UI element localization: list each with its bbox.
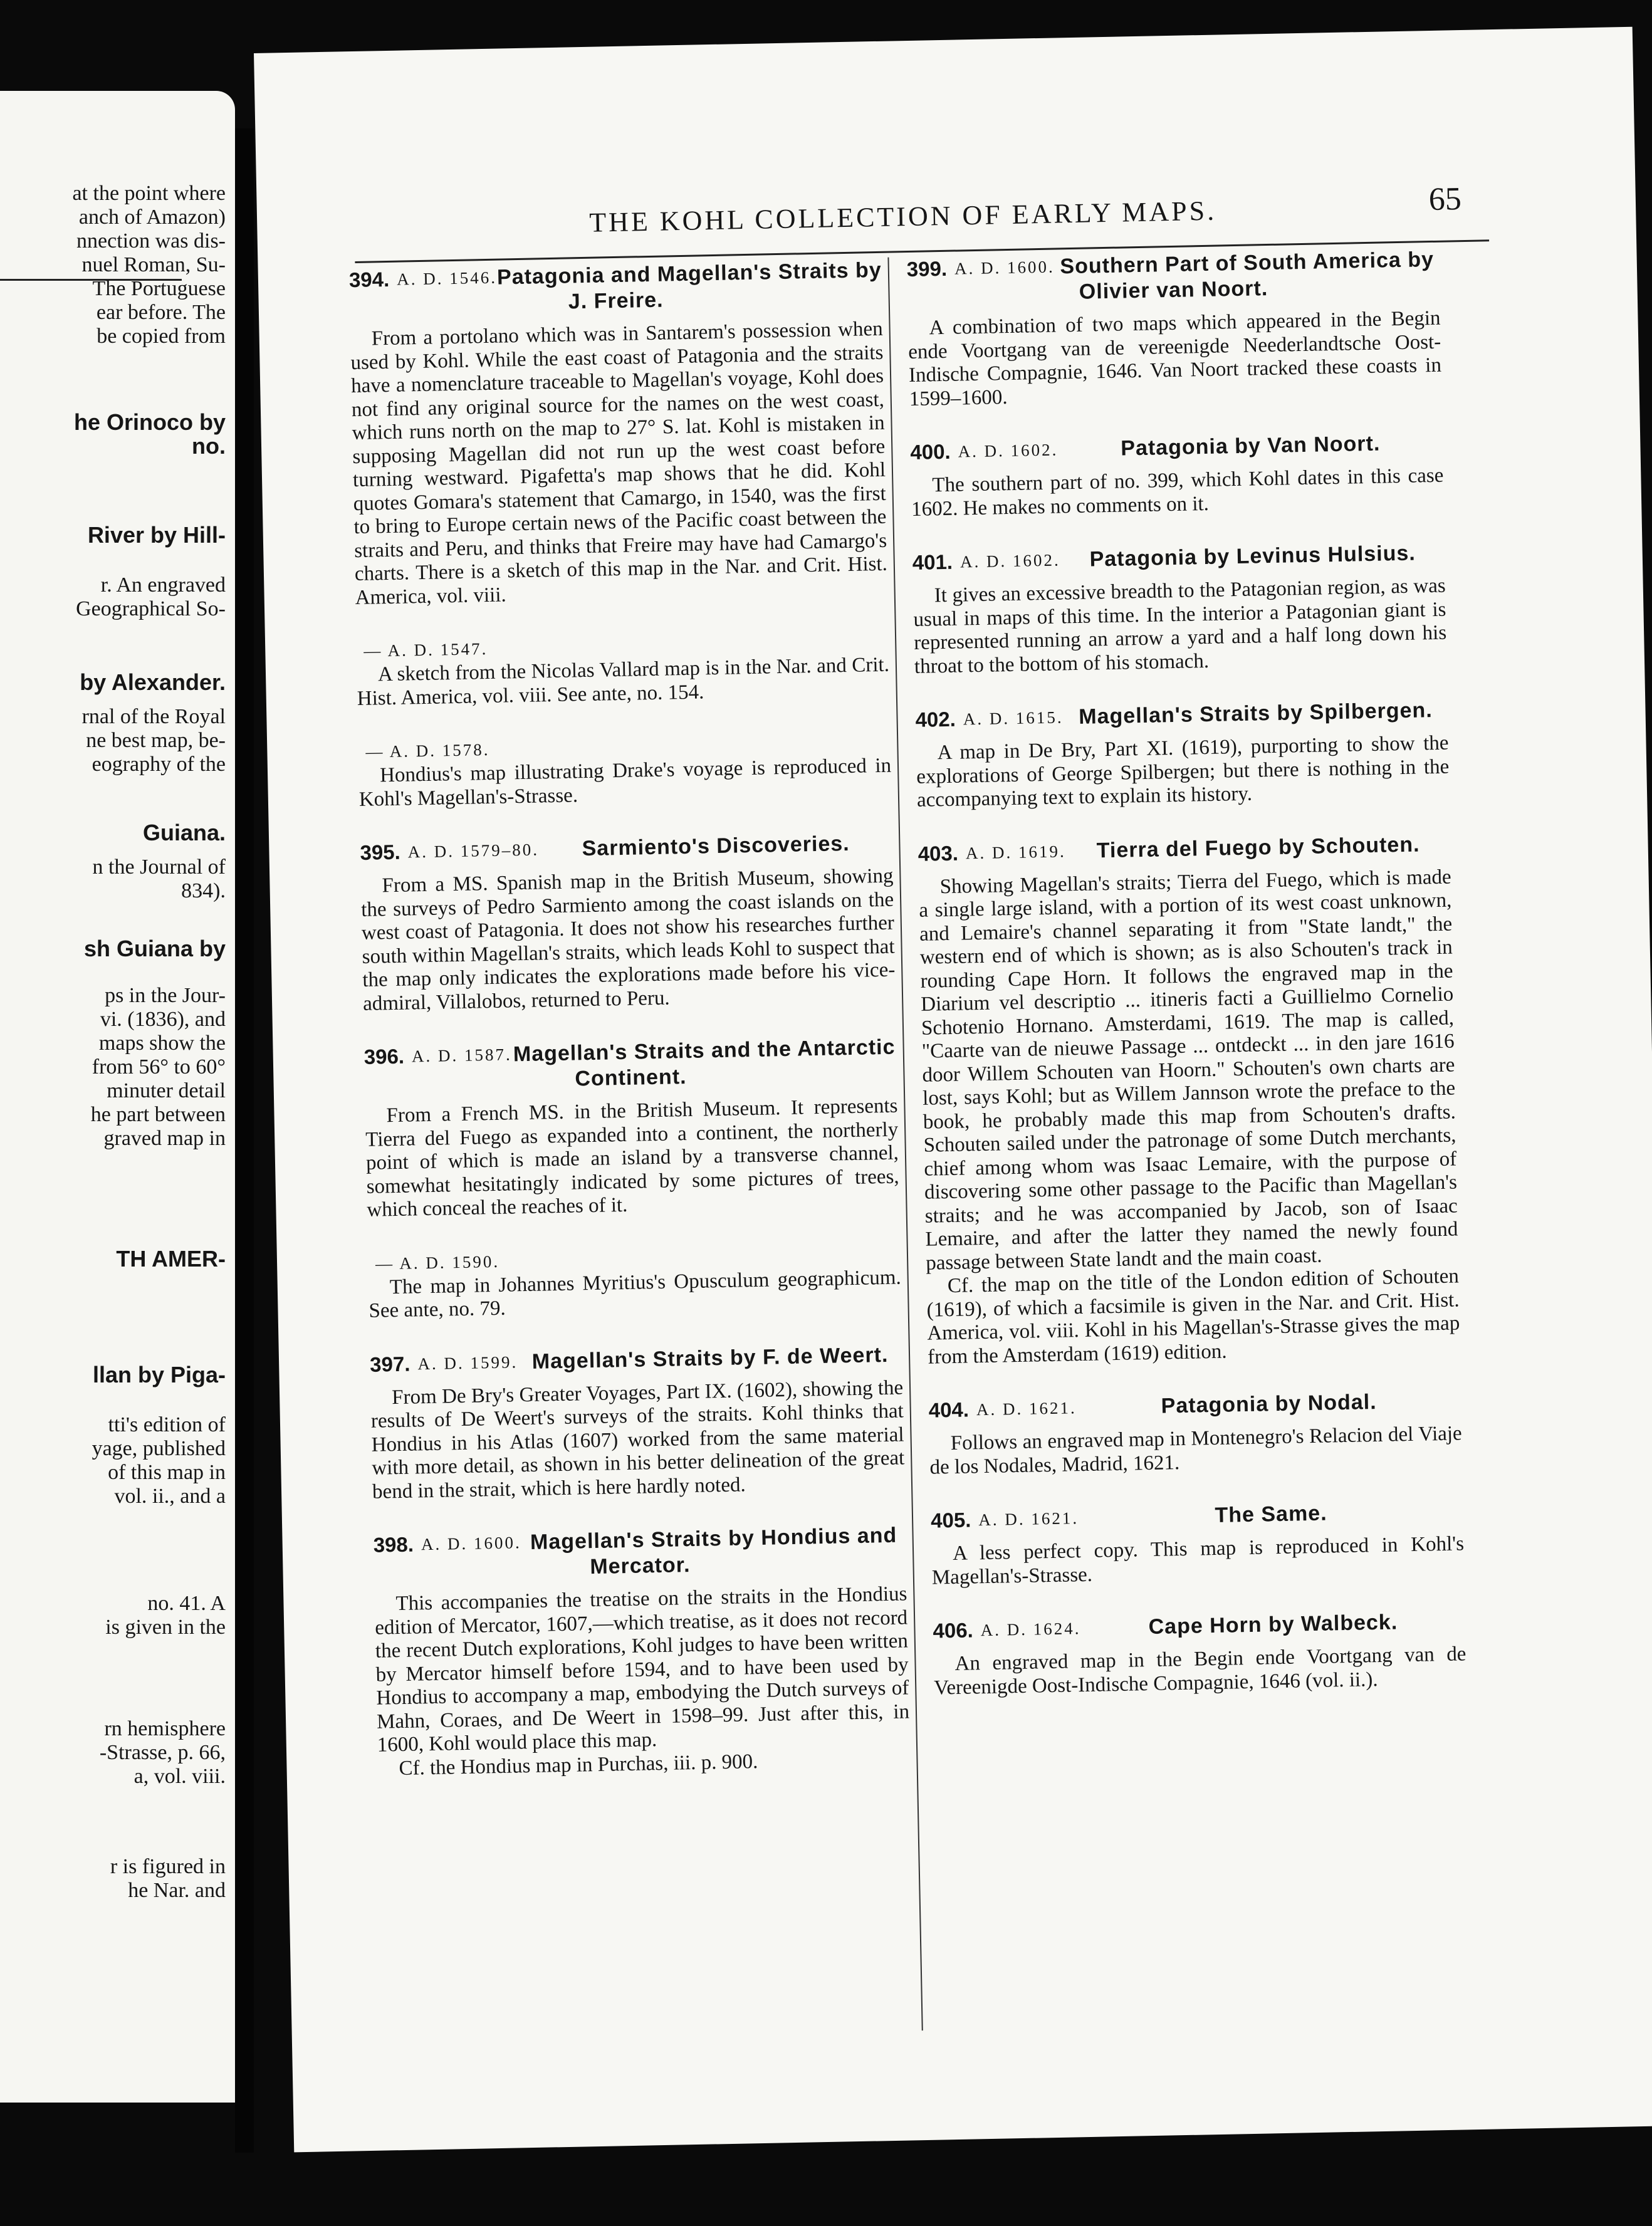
entry-body: From a MS. Spanish map in the British Museum, showing the surveys of Pedro Sarmiento among the coast islands on the west coast of Patagonia. It does not show his researches further south within Magellan's straits, which leads Kohl to suspect that the map only indicates the explorations made before his vice-admiral, Villalobos, returned to Peru. bbox=[360, 864, 896, 1015]
entry-title: Tierra del Fuego by Schouten. bbox=[1096, 832, 1420, 862]
entry-heading bbox=[358, 729, 891, 761]
facing-page-line: at the point where bbox=[72, 182, 226, 205]
entry-date: A. D. 1619. bbox=[965, 841, 1066, 862]
facing-page-line: nnection was dis- bbox=[76, 229, 226, 253]
facing-page-line: from 56° to 60° bbox=[91, 1055, 226, 1079]
facing-page-line: a, vol. viii. bbox=[133, 1765, 226, 1788]
entry-heading bbox=[917, 831, 1451, 867]
entry-date: A. D. 1602. bbox=[959, 550, 1061, 572]
facing-page-line: nuel Roman, Su- bbox=[81, 253, 226, 276]
facing-page-line: River by Hill- bbox=[87, 522, 226, 548]
entry-heading bbox=[370, 1342, 903, 1377]
entry-title: Magellan's Straits and the Antarctic Continent. bbox=[513, 1035, 896, 1091]
entry-title: Patagonia and Magellan's Straits by J. Freire. bbox=[496, 258, 882, 314]
facing-page-line: rnal of the Royal bbox=[81, 705, 226, 728]
entry-body: From a portolano which was in Santarem's possession when used by Kohl. While the east coast of Patagonia and the straits have a nomenclature traceable to Magellan's voyage, Kohl does not find any original source for the names on the west coast, which runs north on the map to 27° S. lat. Kohl is mistaken in supposing Magellan did not run up the west coast before turning westward. Pigafetta's map shows that he did. Kohl quotes Gomara's statement that Camargo, in 1540, was the first to bring to Europe certain news of the Pacific coast between the straits and Peru, and thinks that Freire may have had Camargo's charts. There is a sketch of this map in the Nar. and Crit. Hist. America, vol. viii. bbox=[350, 317, 888, 609]
facing-page-line: maps show the bbox=[98, 1032, 226, 1055]
catalog-entry bbox=[373, 1522, 910, 1780]
facing-page-line: by Alexander. bbox=[80, 669, 226, 695]
entry-body: The southern part of no. 399, which Kohl dates in this case 1602. He makes no comments on it. bbox=[911, 464, 1444, 521]
entry-date: A. D. 1624. bbox=[980, 1619, 1081, 1640]
left-column bbox=[349, 258, 911, 1810]
entry-date: A. D. 1600. bbox=[421, 1533, 521, 1554]
facing-page-line: vol. ii., and a bbox=[114, 1485, 226, 1508]
entry-title: Patagonia by Van Noort. bbox=[1120, 431, 1381, 461]
facing-page-line: rn hemisphere bbox=[104, 1717, 226, 1740]
running-head: THE KOHL COLLECTION OF EARLY MAPS. bbox=[588, 195, 1217, 238]
catalog-entry bbox=[928, 1387, 1462, 1479]
entry-date: A. D. 1579–80. bbox=[407, 840, 540, 862]
book-page bbox=[254, 27, 1652, 2153]
entry-number: 394. bbox=[348, 267, 390, 292]
facing-page-line: tti's edition of bbox=[108, 1413, 226, 1436]
catalog-entry bbox=[912, 540, 1447, 679]
facing-page-line: Geographical So- bbox=[76, 597, 226, 620]
facing-page-line: ne best map, be- bbox=[86, 729, 226, 752]
facing-page-line: no. bbox=[192, 433, 226, 459]
entry-body: It gives an excessive breadth to the Patagonian region, as was usual in maps of this time. In the interior a Patagonian giant is represented running an arrow a yard and a half long down his throat to the bottom of his stomach. bbox=[913, 574, 1447, 678]
facing-page-line: no. 41. A bbox=[147, 1592, 226, 1615]
entry-number: 406. bbox=[933, 1618, 974, 1643]
entry-heading bbox=[373, 1522, 906, 1584]
facing-page-line: Guiana. bbox=[142, 820, 226, 845]
catalog-entry bbox=[360, 830, 896, 1016]
entry-body: The map in Johannes Myritius's Opusculum geographicum. See ante, no. 79. bbox=[369, 1266, 902, 1322]
facing-page-line: 834). bbox=[181, 879, 226, 902]
catalog-entry bbox=[370, 1342, 905, 1504]
entry-number: 395. bbox=[360, 840, 401, 864]
entry-date: A. D. 1621. bbox=[978, 1508, 1079, 1530]
catalog-entry bbox=[917, 831, 1460, 1369]
entry-body: An engraved map in the Begin ende Voortgang van de Vereenigde Oost-Indische Compagnie, 1646 (vol. ii.). bbox=[933, 1643, 1466, 1700]
entry-date: — A. D. 1590. bbox=[375, 1251, 500, 1273]
entry-date: A. D. 1602. bbox=[958, 440, 1059, 461]
entry-title: The Same. bbox=[1215, 1501, 1327, 1527]
entry-number: 405. bbox=[930, 1508, 971, 1532]
facing-page-line: anch of Amazon) bbox=[78, 206, 226, 229]
page-number: 65 bbox=[1428, 181, 1462, 218]
facing-page-line: graved map in bbox=[103, 1127, 226, 1150]
entry-body: A combination of two maps which appeared in the Begin ende Voortgang van de vereenigde Neederlandtsche Oost-Indische Compagnie, 1646. Van Noort tracked these coasts in 1599–1600. bbox=[907, 306, 1442, 410]
sub-entry bbox=[368, 1241, 902, 1323]
facing-page-line: ear before. The bbox=[96, 301, 226, 324]
entry-heading bbox=[912, 540, 1445, 576]
facing-page-line: is given in the bbox=[105, 1616, 226, 1639]
entry-date: A. D. 1600. bbox=[954, 257, 1055, 278]
entry-title: Southern Part of South America by Olivier van Noort. bbox=[1060, 247, 1435, 304]
catalog-entry bbox=[915, 698, 1450, 813]
entry-body: Showing Magellan's straits; Tierra del Fuego, which is made a single large island, with a portion of its west coast unknown, and Lemaire's channel separating it from "State landt," the western end of which is shown; as is also Schouten's track in rounding Cape Horn. It follows the engraved map in the Diarium vel descriptio ... itineris facti a Guillielmo Cornelio Schotenio Hornano. Amsterdami, 1619. The map is called, "Caarte van de nieuwe Passage ... ontdeckt ... in den jare 1616 door Willem Schouten van Hoorn." Schouten's own charts are lost, says Kohl; but as Willem Jannson wrote the preface to the book, he probably made this map from Schouten's drafts. Schouten sailed under the patronage of some Dutch merchants, chief among whom was Isaac Lemaire, with the purpose of discovering some other passage to the Pacific than Magellan's straits; and he was accompanied by Jacob, son of Isaac Lemaire, and after the latter they named the newly found passage between State landt and the main coast. bbox=[919, 865, 1458, 1275]
entry-date: A. D. 1599. bbox=[417, 1352, 518, 1373]
entry-heading bbox=[368, 1241, 901, 1273]
entry-number: 402. bbox=[915, 707, 956, 731]
entry-number: 398. bbox=[373, 1532, 414, 1557]
entry-heading bbox=[910, 430, 1443, 466]
facing-page-fragment bbox=[0, 91, 235, 2103]
entry-heading bbox=[928, 1387, 1461, 1423]
entry-body-note: Cf. the map on the title of the London edition of Schouten (1619), of which a facsimile is given in the Nar. and Crit. Hist. America, vol. viii. Kohl in his Magellan's-Strasse gives the map from the Amsterdam (1619) edition. bbox=[926, 1265, 1460, 1369]
entry-date: — A. D. 1547. bbox=[363, 639, 488, 661]
entry-title: Magellan's Straits by Hondius and Mercator. bbox=[530, 1523, 897, 1579]
entry-heading bbox=[933, 1608, 1466, 1644]
entry-date: A. D. 1615. bbox=[963, 708, 1064, 729]
entry-date: A. D. 1546. bbox=[396, 268, 498, 289]
entry-title: Magellan's Straits by Spilbergen. bbox=[1078, 698, 1433, 729]
entry-title: Patagonia by Levinus Hulsius. bbox=[1089, 541, 1416, 572]
facing-page-line: he Orinoco by bbox=[73, 409, 226, 435]
entry-heading bbox=[360, 830, 893, 866]
entry-body: Follows an engraved map in Montenegro's Relacion del Viaje de los Nodales, Madrid, 1621. bbox=[929, 1422, 1462, 1479]
catalog-entry bbox=[910, 430, 1444, 521]
entry-body: From a French MS. in the British Museum. It represents Tierra del Fuego as expanded into a continent, the northerly point of which is made an island by a transverse channel, somewhat hesitatingly indicated by some pictures of trees, which conceal the reaches of it. bbox=[365, 1094, 899, 1221]
entry-number: 403. bbox=[917, 841, 959, 865]
book-gutter bbox=[235, 128, 254, 2153]
entry-date: A. D. 1621. bbox=[976, 1398, 1077, 1419]
entry-body: Hondius's map illustrating Drake's voyage is reproduced in Kohl's Magellan's-Strasse. bbox=[358, 754, 892, 811]
facing-page-line: ps in the Jour- bbox=[105, 984, 226, 1007]
entry-title: Magellan's Straits by F. de Weert. bbox=[531, 1342, 889, 1374]
facing-page-line: n the Journal of bbox=[92, 855, 226, 879]
entry-date: A. D. 1587. bbox=[411, 1045, 513, 1066]
facing-page-line: he part between bbox=[90, 1103, 226, 1126]
facing-page-line: he Nar. and bbox=[128, 1879, 226, 1902]
facing-page-line: yage, published bbox=[91, 1437, 226, 1460]
catalog-entry bbox=[931, 1498, 1465, 1589]
catalog-entry bbox=[349, 258, 888, 610]
catalog-entry bbox=[363, 1035, 899, 1223]
facing-page-line: r is figured in bbox=[110, 1855, 226, 1878]
entry-number: 401. bbox=[912, 550, 953, 574]
entry-heading bbox=[931, 1498, 1464, 1534]
entry-number: 397. bbox=[369, 1352, 410, 1376]
entry-heading bbox=[349, 258, 882, 319]
entry-number: 396. bbox=[363, 1044, 405, 1069]
entry-heading bbox=[915, 698, 1448, 733]
right-column bbox=[906, 247, 1467, 1729]
facing-page-line: eography of the bbox=[91, 753, 226, 776]
entry-title: Cape Horn by Walbeck. bbox=[1148, 1610, 1398, 1639]
facing-page-line: vi. (1836), and bbox=[100, 1008, 226, 1031]
facing-page-line: be copied from bbox=[97, 325, 226, 348]
facing-page-line: of this map in bbox=[108, 1461, 226, 1484]
entry-body: This accompanies the treatise on the straits in the Hondius edition of Mercator, 1607,—which treatise, as it does not record the recent Dutch explorations, Kohl judges to have been written by Mercator himself before 1594, and to have been used by Hondius to accompany a map, embodying the Dutch surveys of Mahn, Coraes, and De Weert in 1598–99. Just after this, in 1600, Kohl would place this map. bbox=[374, 1582, 910, 1757]
entry-heading bbox=[906, 247, 1440, 308]
entry-body: A map in De Bry, Part XI. (1619), purporting to show the explorations of George Spilbergen; but there is nothing in the accompanying text to explain its history. bbox=[916, 731, 1450, 812]
entry-body: A sketch from the Nicolas Vallard map is in the Nar. and Crit. Hist. America, vol. viii. See ante, no. 154. bbox=[357, 653, 890, 710]
sub-entry bbox=[358, 729, 892, 812]
entry-title: Patagonia by Nodal. bbox=[1161, 1390, 1377, 1418]
facing-page-line: The Portuguese bbox=[92, 277, 226, 300]
facing-page-line: TH AMER- bbox=[116, 1246, 226, 1272]
entry-number: 399. bbox=[906, 256, 948, 281]
sub-entry bbox=[356, 629, 890, 711]
facing-page-line: minuter detail bbox=[107, 1079, 226, 1102]
entry-title: Sarmiento's Discoveries. bbox=[582, 831, 850, 861]
facing-page-line: -Strasse, p. 66, bbox=[99, 1741, 226, 1764]
catalog-entry bbox=[906, 247, 1442, 411]
entry-body-note: Cf. the Hondius map in Purchas, iii. p. 900. bbox=[399, 1750, 758, 1780]
entry-body: From De Bry's Greater Voyages, Part IX. (1602), showing the results of De Weert's surveys of the straits. Kohl thinks that Hondius in his Atlas (1607) worked from the same material with more detail, as shown in his better delineation of the great bend in the strait, which is here hardly noted. bbox=[370, 1376, 905, 1503]
entry-heading bbox=[363, 1035, 897, 1096]
entry-number: 400. bbox=[910, 439, 951, 464]
entry-date: — A. D. 1578. bbox=[365, 739, 490, 761]
facing-page-line: llan by Piga- bbox=[92, 1362, 226, 1387]
entry-number: 404. bbox=[928, 1398, 970, 1422]
facing-page-line: r. An engraved bbox=[100, 573, 226, 597]
catalog-entry bbox=[933, 1608, 1466, 1700]
entry-heading bbox=[356, 629, 889, 661]
facing-page-line: sh Guiana by bbox=[83, 936, 226, 961]
entry-body: A less perfect copy. This map is reproduced in Kohl's Magellan's-Strasse. bbox=[931, 1532, 1465, 1589]
